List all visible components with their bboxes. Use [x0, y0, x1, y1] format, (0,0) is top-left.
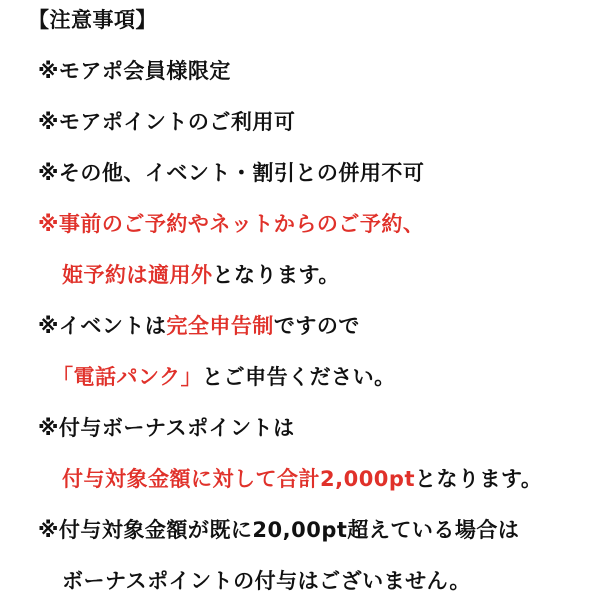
notice-item-reservation-excluded-line2: 姫予約は適用外となります。: [62, 263, 340, 287]
notice-item-over-limit: ※付与対象金額が既に20,00pt超えている場合は: [38, 518, 520, 542]
notice-item-member-limited: ※モアポ会員様限定: [38, 59, 231, 83]
notice-item-over-limit-line2: ボーナスポイントの付与はございません。: [62, 569, 471, 593]
notice-item-no-combination: ※その他、イベント・割引との併用不可: [38, 161, 425, 185]
notice-item-bonus-points-line2: 付与対象金額に対して合計2,000ptとなります。: [62, 467, 543, 491]
notice-item-bonus-points: ※付与ボーナスポイントは: [38, 416, 295, 440]
notice-item-points-usable: ※モアポイントのご利用可: [38, 110, 296, 134]
notice-item-self-report-line2: 「電話パンク」とご申告ください。: [52, 365, 396, 389]
notice-heading: 【注意事項】: [28, 8, 157, 32]
notice-item-reservation-excluded: ※事前のご予約やネットからのご予約、: [38, 212, 425, 236]
notice-item-self-report: ※イベントは完全申告制ですので: [38, 314, 360, 338]
